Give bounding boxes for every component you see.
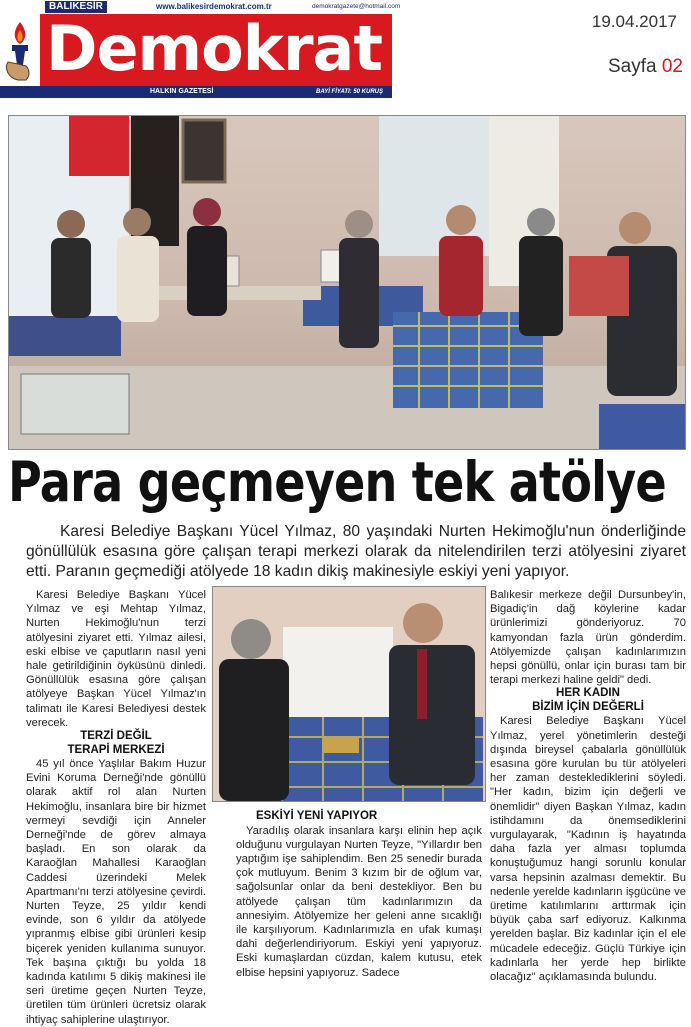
col3-paragraph-2: Karesi Belediye Başkanı Yücel Yılmaz, yerel yönetimlerin desteği dışında bireysel çabalarla gönüllülük esasına göre kurulan bu tür atölyeleri her zaman desteklediklerini söyledi. "Her kadın, bizim için değerli ve önemlidir" diyen Başkan Yılmaz, kadın istihdamını da önemsediklerini vurgulayarak, "Kadının iş hayatında daha fazla yer alması toplumda konuştuğumuz hangi sorunlu konular varsa hepsinin azalması demektir. Bu nedenle yerelde kadınların işgücüne ve üretime katılımlarını arttırmak için büyük çaba sarf ediyoruz. Kalkınma yerelden başlar. Biz kadınlar için el ele mücadele edeceğiz. Güçlü Türkiye için kadınlarla her yerde hep birlikte olacağız" açıklamasında bulundu. [490, 715, 686, 984]
torch-logo-icon [0, 14, 40, 88]
headline: Para geçmeyen tek atölye [8, 450, 666, 514]
masthead-email: demokratgazete@hotmail.com [312, 3, 401, 10]
col2-paragraph-1: Yaradılış olarak insanlara karşı elinin hep açık olduğunu vurgulayan Nurten Teyze, "Yıllardır ben yaptığım işe sahiplendim. Ben 25 senedir burada çok mutluyum. Benim 3 kızım bir de oğlum var, sağolsunlar onlar da beni destekliyor. Ben bu atölyede çalışan tüm kadınlarımızın da annesiyim. Atölyemize her geleni anne sıcaklığı ile karşılıyorum. Kadınlarımızla en ufak kumaşı dahi değerlendiriyorum. Eskiyi yeni yapıyoruz. Eski kumaşlardan cüzdan, kalem kutusu, etek elbise hepsini yapıyoruz. Sadece [236, 824, 482, 979]
workshop-scene-image [9, 116, 685, 449]
masthead-website: www.balikesirdemokrat.com.tr [156, 2, 272, 11]
col1-paragraph-2: 45 yıl önce Yaşlılar Bakım Huzur Evini Koruma Derneği'nde gönüllü olarak aktif rol alan Nurten Hekimoğlu, insanlara bire bir hizmet vermeyi sevdiği için Anneler Derneği'nde de görev almaya başladı. En son olarak da Karaoğlan Mahallesi Karaoğlan Caddesi üzerindeki Melek Apartmanı'nı terzi atölyesine çevirdi. Nurten Teyze, 25 yıldır kendi evinde, son 6 yıldır da atölyede yıpranmış elbise gibi ürünleri kesip biçerek yeniden kullanıma sunuyor. Tek başına çıktığı bu yolda 18 kadında katılımı 5 dikiş makinesi ile seri üretime geçen Nurten Teyze, üretilen tüm ürünleri ücretsiz olarak ihtiyaç sahiplerine ulaştırıyor. [26, 758, 206, 1026]
subheading-line-2: TERAPİ MERKEZİ [67, 743, 165, 756]
main-photo [8, 115, 686, 450]
subheading-line-1: HER KADIN [556, 687, 620, 700]
masthead [0, 0, 401, 98]
subheading-line-2: BİZİM İÇİN DEĞERLİ [532, 700, 644, 713]
mayor-meeting-image [213, 587, 485, 801]
subheading-line-1: TERZİ DEĞİL [80, 730, 152, 743]
subheading-terzi-degil [26, 730, 206, 757]
masthead-slogan: HALKIN GAZETESİ [150, 88, 214, 95]
article-column-2 [236, 810, 482, 980]
page-label: Sayfa [607, 56, 657, 77]
page-number: 02 [661, 56, 683, 77]
lead-paragraph [26, 522, 686, 582]
article-column-3 [490, 588, 686, 984]
page-indicator [608, 56, 683, 78]
col1-paragraph-1: Karesi Belediye Başkanı Yücel Yılmaz ve eşi Mehtap Yılmaz, Nurten Hekimoğlu'nun terzi atölyesini ziyaret etti. Yılmaz ailesi, eski elbise ve çaputların nasıl yeni hale getirildiğinin öyküsünü dinledi. Gönüllülük esasına göre çalışan atölyeye Başkan Yücel Yılmaz'ın talimatı ile Karesi Belediyesi destek verecek. [26, 589, 206, 729]
col3-paragraph-1: Balıkesir merkeze değil Dursunbey'in, Bigadiç'in dağ köylerine kadar ürünlerimizi gönderiyoruz. 70 kamyondan fazla ürün gönderdim. Atölyemizde çalışan kadınlarımızın hepsi gönüllü, onlar için burası tam bir terapi merkezi haline geldi" dedi. [490, 589, 686, 687]
newspaper-logo [0, 14, 40, 88]
issue-date: 19.04.2017 [591, 12, 677, 31]
masthead-title: Demokrat [46, 12, 382, 85]
lead-text: Karesi Belediye Başkanı Yücel Yılmaz, 80 yaşındaki Nurten Hekimoğlu'nun önderliğinde gönüllülük esasına göre çalışan terapi merkezi olarak da nitelendirilen terzi atölyesini ziyaret etti. Paranın geçmediği atölyede 18 kadın dikiş makinesiyle eskiyi yeni yapıyor. [26, 523, 686, 580]
masthead-brand: BALIKESİR [45, 1, 107, 13]
inset-photo [212, 586, 486, 802]
subheading-her-kadin [490, 687, 686, 714]
masthead-price: BAYİ FİYATI: 50 KURUŞ [316, 89, 384, 95]
subheading-eskiyi-yeni: ESKİYİ YENİ YAPIYOR [256, 810, 378, 822]
article-column-1 [26, 588, 206, 1027]
